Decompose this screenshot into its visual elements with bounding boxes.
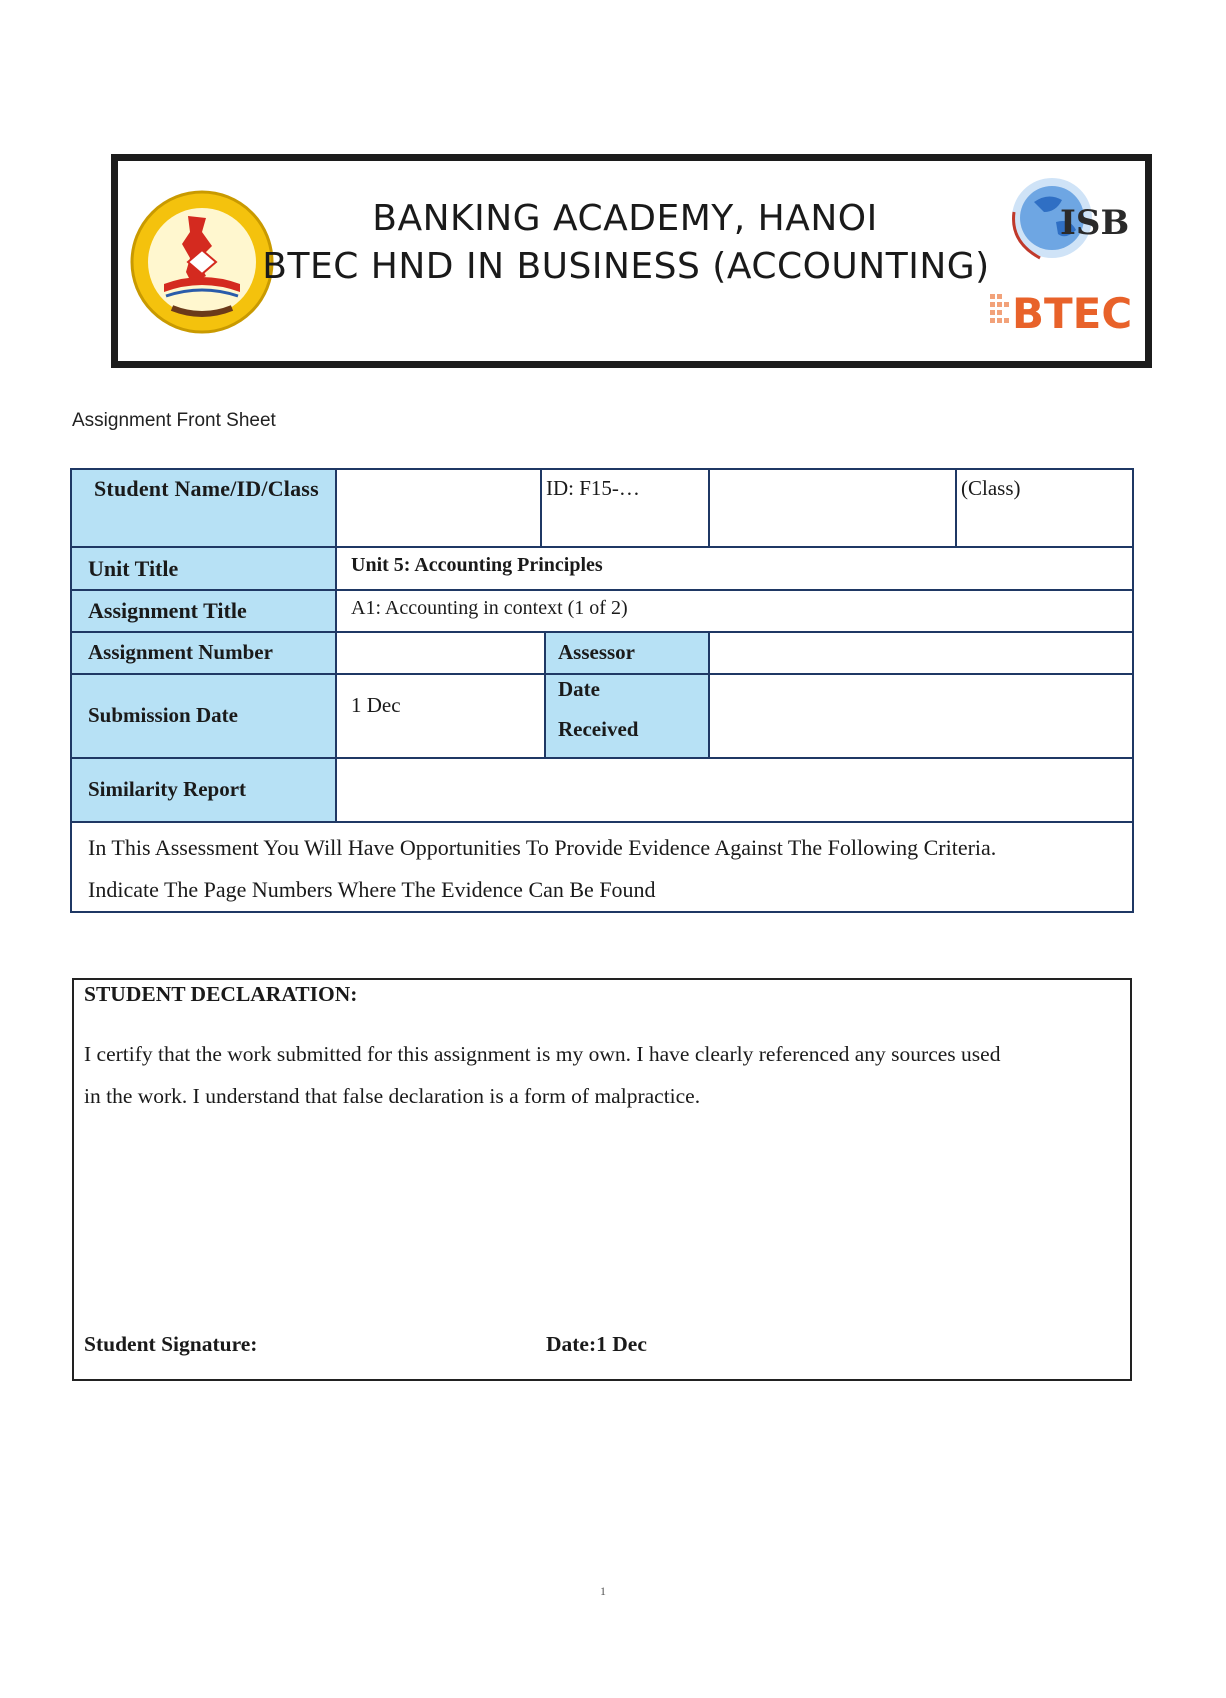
btec-logo [988,280,1133,340]
criteria-cell [70,821,1134,913]
declaration-title: STUDENT DECLARATION: [84,982,358,1006]
declaration-date-prefix: Date: [546,1332,597,1356]
isb-logo-text: ISB [1060,203,1130,243]
header-institution: BANKING ACADEMY, HANOI [372,198,878,239]
student-class-value: (Class) [961,476,1021,500]
student-declaration-box [72,978,1132,1381]
student-signature-label: Student Signature: [84,1332,258,1356]
student-id-value: ID: F15-… [546,476,640,500]
assignment-number-label: Assignment Number [88,640,273,664]
declaration-line-2: in the work. I understand that false declaration is a form of malpractice. [84,1084,701,1108]
similarity-label-cell [70,757,337,823]
declaration-date-label [546,1332,647,1357]
similarity-value-cell [335,757,1134,823]
unit-title-label: Unit Title [88,556,179,581]
unit-title-label-cell [70,546,337,591]
declaration-date-value: 1 Dec [596,1332,647,1356]
student-label: Student Name/ID/Class [94,476,319,501]
isb-logo [1000,172,1130,272]
unit-title-value: Unit 5: Accounting Principles [351,554,603,576]
submission-date-label-cell [70,673,337,759]
student-blank-cell [708,468,957,548]
criteria-line-1: In This Assessment You Will Have Opportunities To Provide Evidence Against The Following Criteria. [88,835,997,860]
submission-date-value-cell [335,673,546,759]
student-id-cell [540,468,710,548]
date-received-label-line1: Date [558,677,600,701]
student-name-cell [335,468,542,548]
date-received-value-cell [708,673,1134,759]
similarity-label: Similarity Report [88,777,247,801]
assignment-title-value-cell [335,589,1134,633]
declaration-line-1: I certify that the work submitted for this assignment is my own. I have clearly referenced any sources used [84,1042,1001,1066]
page-number: 1 [600,1584,606,1598]
assessor-label-cell [544,631,710,675]
submission-date-value: 1 Dec [351,693,401,717]
date-received-label-cell [544,673,710,759]
header-program: BTEC HND IN BUSINESS (ACCOUNTING) [262,246,990,287]
student-label-cell [70,468,337,548]
assignment-title-label-cell [70,589,337,633]
assignment-title-value: A1: Accounting in context (1 of 2) [351,597,628,619]
date-received-label-line2: Received [558,717,639,741]
submission-date-label: Submission Date [88,703,238,727]
front-sheet-label: Assignment Front Sheet [72,410,276,431]
unit-title-value-cell [335,546,1134,591]
assignment-title-label: Assignment Title [88,598,247,623]
assignment-number-value-cell [335,631,546,675]
assignment-number-label-cell [70,631,337,675]
btec-logo-text: BTEC [1012,289,1133,338]
assessor-value-cell [708,631,1134,675]
student-class-cell [955,468,1134,548]
criteria-line-2: Indicate The Page Numbers Where The Evidence Can Be Found [88,877,656,902]
assessor-label: Assessor [558,640,635,664]
